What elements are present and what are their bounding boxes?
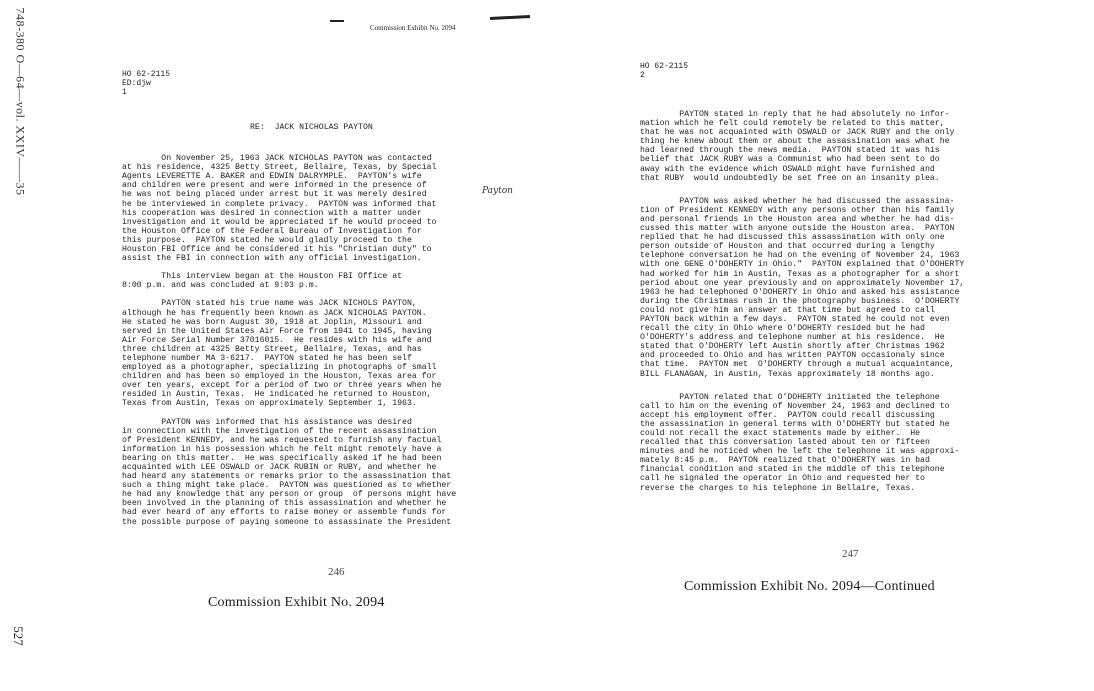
text-line: assist the FBI in connection with any official investigation. [122,254,422,264]
paragraph [122,299,502,408]
text-line: O'DOHERTY's address and telephone number at his residence. He [640,333,945,343]
text-line: mately 8:45 p.m. PAYTON realized that O'DOHERTY was in bad [640,456,930,466]
paragraph [122,272,502,290]
text-line: with one GENE O'DOHERTY in Ohio." PAYTON explained that O'DOHERTY [640,260,965,270]
text-line: he be interviewed in complete privacy. PAYTON was informed that [122,199,437,209]
text-line: 8:00 p.m. and was concluded at 9:03 p.m. [122,281,319,291]
text-line: the assassination in general terms with O'DOHERTY but stated he [640,419,950,429]
text-line: resided in Austin, Texas. He indicated he returned to Houston, [122,390,432,400]
exhibit-caption-left [208,595,385,611]
text-line: mation which he felt could remotely be related to this matter, [640,119,945,129]
text-line: recalled that this conversation lasted about ten or fifteen [640,438,930,448]
subject-line: RE: JACK NICHOLAS PAYTON [250,123,373,132]
text-line: PAYTON was informed that his assistance was desired [122,417,412,427]
exhibit-caption-right [684,579,935,595]
text-line: information in his possession which he felt might remotely have a [122,444,442,454]
header-line: HO 62-2115 [640,62,689,71]
banner-rule-left [330,20,344,22]
text-line: Air Force Serial Number 37016015. He resides with his wife and [122,335,432,345]
text-line: he was not being placed under arrest but it was merely desired [122,190,427,200]
text-line: the possible purpose of paying someone to assassinate the President [122,517,452,527]
text-line: he had any knowledge that any person or group of persons might have [122,490,457,500]
text-line: PAYTON back within a few days. PAYTON stated he could not even [640,314,950,324]
text-line: had learned through the news media. PAYTON stated it was his [640,146,940,156]
text-line: investigation and it would be appreciated if he would proceed to [122,217,437,227]
text-line: Agents LEVERETTE A. BAKER and EDWIN DALRYMPLE. PAYTON's wife [122,172,422,182]
text-line: his cooperation was desired in connection with a matter under [122,208,422,218]
text-line: served in the United States Air Force from 1941 to 1945, having [122,326,432,336]
text-line: PAYTON stated his true name was JACK NICHOLS PAYTON, [122,299,417,309]
paragraph [640,197,1010,379]
header-line: ED:djw [122,79,151,88]
text-line: employed as a photographer, specializing in photographs of small [122,363,437,373]
page-number: 527 [10,626,26,646]
text-line: telephone conversation he had on the evening of November 24, 1963 [640,251,960,261]
text-line: call to him on the evening of November 24, 1963 and declined to [640,401,950,411]
exhibit-banner [330,10,530,32]
text-line: Houston FBI Office and he considered it his "Christian duty" to [122,245,432,255]
text-line: been involved in the planning of this assassination and whether he [122,499,447,509]
text-line: bearing on this matter. He was specifically asked if he had been [122,453,442,463]
banner-rule-right [490,15,530,20]
header-line: HO 62-2115 [122,70,171,79]
text-line: replied that he had discussed this assassination with only one [640,233,945,243]
text-line: that time. PAYTON met O'DOHERTY through a mutual acquaintance, [640,360,955,370]
text-line: tion of President KENNEDY with any persons other than his family [640,205,955,215]
text-line: reverse the charges to his telephone in Bellaire, Texas. [640,483,916,493]
text-line: the Houston Office of the Federal Bureau of Investigation for [122,226,422,236]
text-line: at his residence, 4325 Betty Street, Bellaire, Texas, by Special [122,163,437,173]
paragraph [122,418,502,527]
left-header [122,70,502,97]
text-line: although he has frequently been known as JACK NICHOLAS PAYTON. [122,308,427,318]
text-line: thing he knew about them or about the assassination was what he [640,137,950,147]
text-line: He stated he was born August 30, 1918 at Joplin, Missouri and [122,317,422,327]
text-line: 1963 he had telephoned O'DOHERTY in Ohio and asked his assistance [640,287,960,297]
text-line: recall the city in Ohio where O'DOHERTY resided but he had [640,324,925,334]
text-line: stated that O'DOHERTY left Austin shortly after Christmas 1962 [640,342,945,352]
text-line: PAYTON was asked whether he had discussed the assassina- [640,196,955,206]
text-line: accept his employment offer. PAYTON could recall discussing [640,410,935,420]
text-line: financial condition and stated in the middle of this telephone [640,465,945,475]
margin-volume-label [6,7,30,234]
left-page [122,70,502,527]
text-line: could not recall the exact statements made by either. He [640,429,921,438]
text-line: and personal friends in the Houston area and whether he had dis- [640,214,955,224]
text-line: belief that JACK RUBY was a Communist who had been sent to do [640,155,940,165]
paragraph [640,110,1010,183]
text-line: acquainted with LEE OSWALD or JACK RUBIN or RUBY, and whether he [122,463,437,472]
text-line: person outside of Houston and that occurred during a lengthy [640,242,935,252]
text-line: during the Christmas rush in the photography business. O'DOHERTY [640,296,960,306]
handwritten-page-number: 247 [842,548,859,560]
text-line: call he signaled the operator in Ohio and requested her to [640,474,925,484]
volume-text: 748-380 O—64—vol. XXIV——35 [13,7,28,196]
text-line: PAYTON stated in reply that he had absolutely no infor- [640,110,950,119]
right-page [640,62,1010,493]
text-line: away with the evidence which OSWALD might have furnished and [640,164,935,174]
text-line: and proceeded to Ohio and has written PAYTON occasionaly since [640,351,945,361]
text-line: in connection with the investigation of the recent assassination [122,426,437,436]
header-line: 1 [122,88,127,97]
text-line: telephone number MA 3-6217. PAYTON stated he has been self [122,353,412,363]
text-line: minutes and he noticed when he left the telephone it was approxi- [640,447,960,457]
text-line: had heard any statements or remarks prior to the assassination that [122,472,452,482]
handwritten-page-number: 246 [328,566,345,578]
text-line: cussed this matter with anyone outside the Houston area. PAYTON [640,224,955,234]
text-line: that RUBY would undoubtedly be set free on an insanity plea. [640,173,940,183]
text-line: of President KENNEDY, and he was requested to furnish any factual [122,435,442,445]
paragraph [122,154,502,263]
caption-text: Commission Exhibit No. 2094—Continued [684,579,935,594]
text-line: that he was not acquainted with OSWALD or JACK RUBY and the only [640,128,955,138]
text-line: PAYTON related that O'DOHERTY initiated the telephone [640,392,940,402]
right-header [640,62,1010,80]
text-line: three children at 4325 Betty Street, Bellaire, Texas, and has [122,344,422,354]
caption-text: Commission Exhibit No. 2094 [208,595,385,610]
text-line: had worked for him in Austin, Texas as a photographer for a short [640,269,960,279]
header-line: 2 [640,71,645,80]
text-line: such a thing might take place. PAYTON was questioned as to whether [122,481,452,491]
text-line: this purpose. PAYTON stated he would gladly proceed to the [122,235,412,245]
text-line: could not give him an answer at that time but agreed to call [640,305,935,315]
text-line: On November 25, 1963 JACK NICHOLAS PAYTON was contacted [122,154,432,164]
text-line: over ten years, except for a period of two or three years when he [122,381,442,391]
text-line: This interview began at the Houston FBI Office at [122,272,403,282]
text-line: period about one year previously and on approximately November 17, [640,278,965,288]
text-line: Texas from Austin, Texas on approximately September 1, 1963. [122,399,417,409]
text-line: BILL FLANAGAN, in Austin, Texas approximately 18 months ago. [640,369,935,379]
paragraph [640,393,1010,493]
banner-text: Commission Exhibit No. 2094 [370,24,456,32]
text-line: had ever heard of any efforts to raise money or assemble funds for [122,508,447,518]
margin-page-number [6,622,36,652]
text-line: and children were present and were informed in the presence of [122,181,427,191]
handwritten-annotation: Payton [482,186,513,196]
text-line: children and has been so employed in the Houston, Texas area for [122,372,437,382]
